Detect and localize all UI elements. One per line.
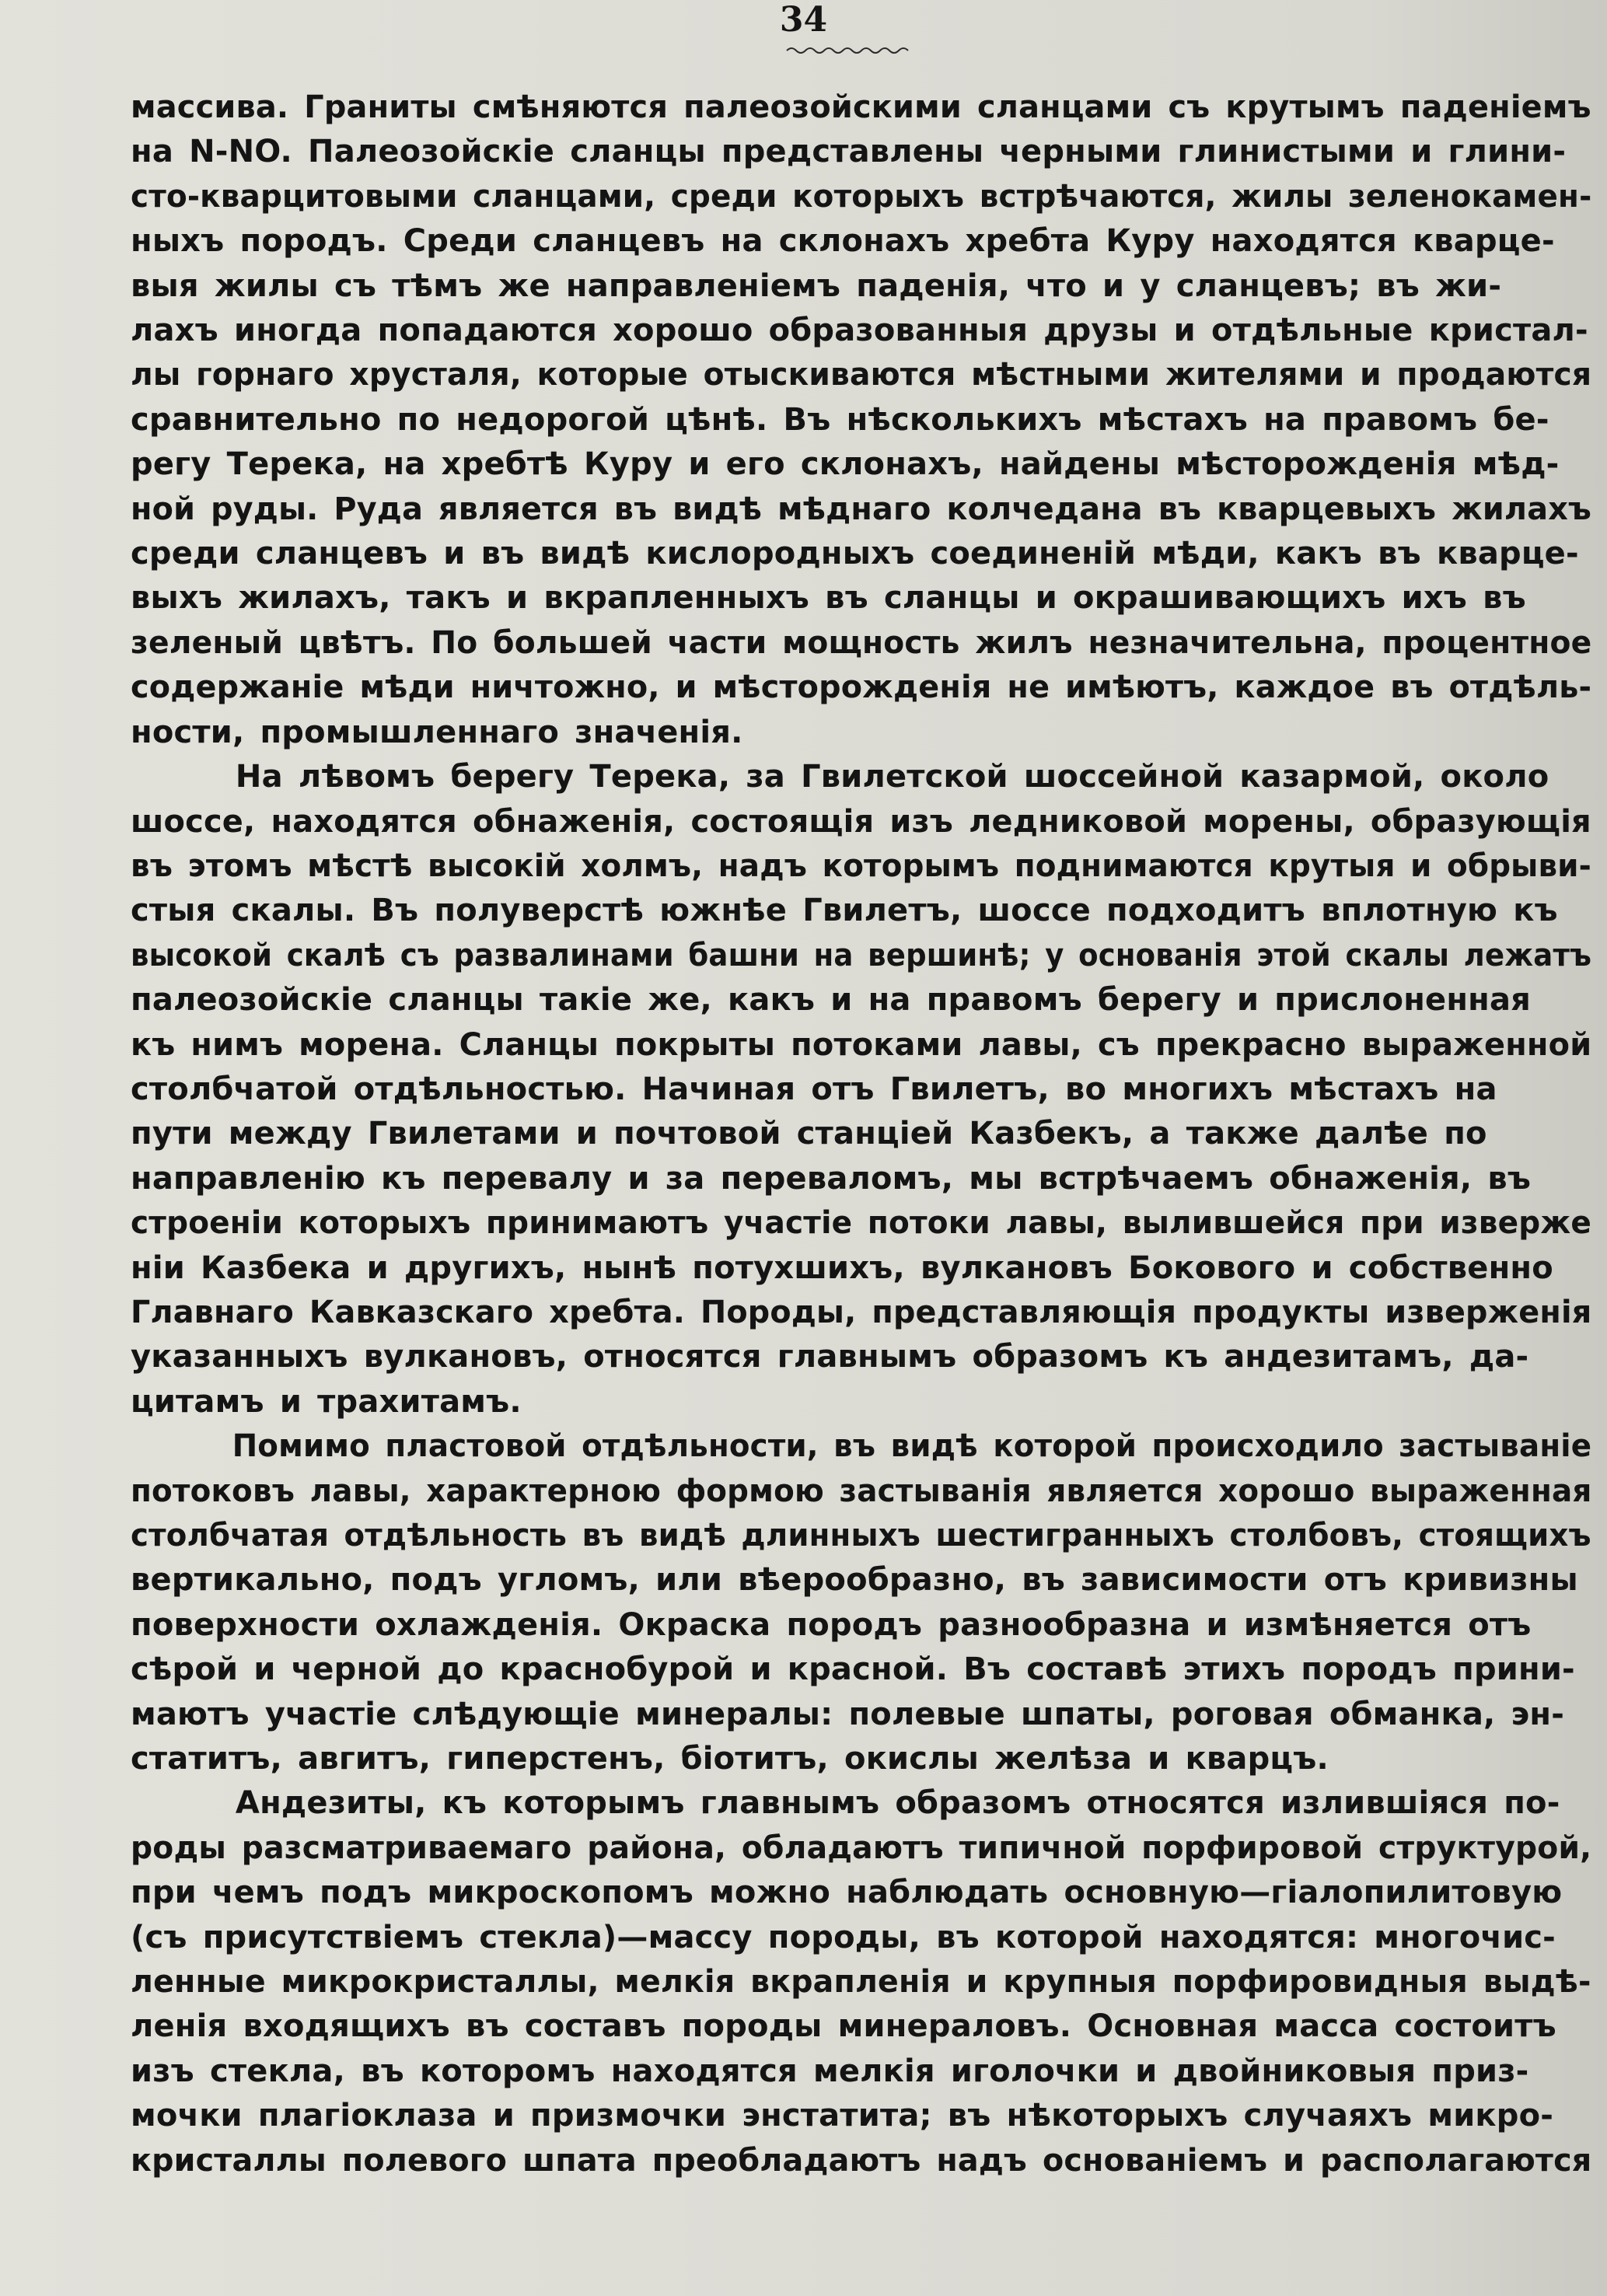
- text-line: среди сланцевъ и въ видѣ кислородныхъ соединеній мѣди, какъ въ кварце-: [131, 536, 1579, 572]
- text-line: сто-кварцитовыми сланцами, среди которыхъ встрѣчаются, жилы зеленокамен-: [131, 178, 1592, 215]
- text-line: сравнительно по недорогой цѣнѣ. Въ нѣсколькихъ мѣстахъ на правомъ бе-: [131, 401, 1549, 438]
- text-line: строеніи которыхъ принимаютъ участіе потоки лавы, вылившейся при изверже: [131, 1205, 1591, 1242]
- text-line: сѣрой и черной до краснобурой и красной. Въ составѣ этихъ породъ прини-: [131, 1651, 1575, 1688]
- text-line: шоссе, находятся обнаженія, состоящія изъ ледниковой морены, образующія: [131, 803, 1591, 840]
- text-line: на N-NO. Палеозойскіе сланцы представлены черными глинистыми и глини-: [131, 134, 1567, 170]
- text-line: ныхъ породъ. Среди сланцевъ на склонахъ хребта Куру находятся кварце-: [131, 223, 1555, 260]
- text-line: въ этомъ мѣстѣ высокій холмъ, надъ которымъ поднимаются крутыя и обрыви-: [131, 847, 1591, 884]
- text-line: Андезиты, къ которымъ главнымъ образомъ относятся излившіяся по-: [235, 1785, 1560, 1822]
- text-line: (съ присутствіемъ стекла)—массу породы, въ которой находятся: многочис-: [131, 1919, 1556, 1955]
- text-line: при чемъ подъ микроскопомъ можно наблюдать основную—гіалопилитовую: [131, 1875, 1563, 1911]
- paragraph-2: [131, 755, 1592, 1424]
- text-line: зеленый цвѣтъ. По большей части мощность жилъ незначительна, процентное: [131, 624, 1592, 661]
- text-line: маютъ участіе слѣдующіе минералы: полевые шпаты, роговая обманка, эн-: [131, 1696, 1565, 1732]
- text-line: лахъ иногда попадаются хорошо образованныя друзы и отдѣльные кристал-: [131, 313, 1588, 349]
- text-line: содержаніе мѣди ничтожно, и мѣсторожденія не имѣютъ, каждое въ отдѣль-: [131, 669, 1592, 706]
- text-line: ной руды. Руда является въ видѣ мѣднаго колчедана въ кварцевыхъ жилахъ: [131, 491, 1592, 527]
- text-line: массива. Граниты смѣняются палеозойскими сланцами съ крутымъ паденіемъ: [131, 89, 1591, 125]
- text-line: мочки плагіоклаза и призмочки энстатита; въ нѣкоторыхъ случаяхъ микро-: [131, 2098, 1554, 2134]
- text-line: Помимо пластовой отдѣльности, въ видѣ которой происходило застываніе: [232, 1428, 1592, 1465]
- text-line: лы горнаго хрусталя, которые отыскиваются мѣстными жителями и продаются: [131, 357, 1592, 393]
- text-line: Главнаго Кавказскаго хребта. Породы, представляющія продукты изверженія: [131, 1294, 1592, 1330]
- text-line: статитъ, авгитъ, гиперстенъ, біотитъ, окислы желѣза и кварцъ.: [131, 1741, 1329, 1777]
- paragraph-4: [131, 1781, 1592, 2183]
- paragraph-1: [131, 86, 1592, 755]
- text-line: ленные микрокристаллы, мелкія вкрапленія и крупныя порфировидныя выдѣ-: [131, 1964, 1591, 2001]
- page-number: 34: [779, 0, 828, 40]
- text-line: регу Терека, на хребтѣ Куру и его склонахъ, найдены мѣсторожденія мѣд-: [131, 446, 1560, 483]
- text-line: роды разсматриваемаго района, обладаютъ типичной порфировой структурой,: [131, 1829, 1592, 1866]
- text-line: къ нимъ морена. Сланцы покрыты потоками лавы, съ прекрасно выраженной: [131, 1026, 1592, 1063]
- text-line: пути между Гвилетами и почтовой станціей Казбекъ, а также далѣе по: [131, 1116, 1487, 1152]
- text-line: ности, промышленнаго значенія.: [131, 714, 743, 750]
- text-line: цитамъ и трахитамъ.: [131, 1383, 522, 1420]
- text-line: столбчатая отдѣльность въ видѣ длинныхъ шестигранныхъ столбовъ, стоящихъ: [131, 1518, 1591, 1553]
- text-line: выя жилы съ тѣмъ же направленіемъ паденія, что и у сланцевъ; въ жи-: [131, 267, 1502, 304]
- page-header: [0, 0, 1607, 62]
- text-line: ленія входящихъ въ составъ породы минераловъ. Основная масса состоитъ: [131, 2008, 1556, 2045]
- paragraph-3: [131, 1424, 1592, 1781]
- text-line: На лѣвомъ берегу Терека, за Гвилетской шоссейной казармой, около: [235, 759, 1549, 795]
- text-line: указанныхъ вулкановъ, относятся главнымъ образомъ къ андезитамъ, да-: [131, 1339, 1529, 1375]
- text-line: направленію къ перевалу и за переваломъ, мы встрѣчаемъ обнаженія, въ: [131, 1160, 1532, 1197]
- wavy-rule-ornament: [785, 45, 910, 56]
- text-line: палеозойскіе сланцы такіе же, какъ и на правомъ берегу и прислоненная: [131, 982, 1532, 1019]
- text-line: вертикально, подъ угломъ, или вѣерообразно, въ зависимости отъ кривизны: [131, 1562, 1578, 1599]
- text-line: выхъ жилахъ, такъ и вкрапленныхъ въ сланцы и окрашивающихъ ихъ въ: [131, 580, 1526, 617]
- text-line: стыя скалы. Въ полуверстѣ южнѣе Гвилетъ, шоссе подходитъ вплотную къ: [131, 893, 1558, 929]
- text-line: высокой скалѣ съ развалинами башни на вершинѣ; у основанія этой скалы лежатъ: [131, 937, 1592, 973]
- text-body: [131, 86, 1592, 2183]
- text-line: столбчатой отдѣльностью. Начиная отъ Гвилетъ, во многихъ мѣстахъ на: [131, 1071, 1497, 1107]
- text-line: изъ стекла, въ которомъ находятся мелкія иголочки и двойниковыя приз-: [131, 2053, 1529, 2089]
- text-line: ніи Казбека и другихъ, нынѣ потухшихъ, вулкановъ Бокового и собственно: [131, 1249, 1553, 1286]
- text-line: кристаллы полевого шпата преобладаютъ надъ основаніемъ и располагаются: [131, 2142, 1592, 2179]
- text-line: поверхности охлажденія. Окраска породъ разнообразна и измѣняется отъ: [131, 1606, 1532, 1643]
- text-line: потоковъ лавы, характерною формою застыванія является хорошо выраженная: [131, 1473, 1592, 1509]
